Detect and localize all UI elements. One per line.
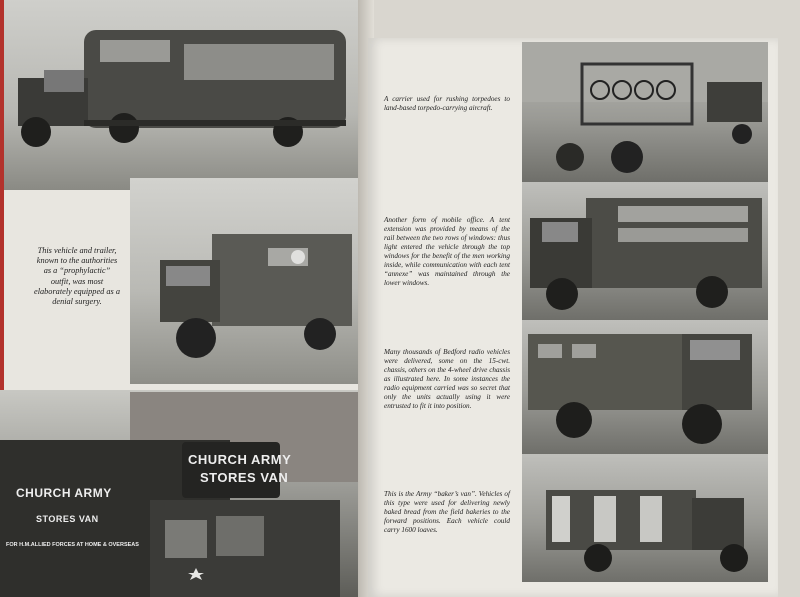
torpedo-carrier-illustration [522, 42, 768, 182]
caption-torpedo: A carrier used for rushing torpedoes to land-based torpedo-carrying aircraft. [384, 95, 510, 112]
side-sign-line1: CHURCH ARMY [16, 486, 112, 500]
cab-sign-line1: CHURCH ARMY [188, 452, 292, 467]
photo-radio-vehicle [522, 320, 768, 454]
photo-church-army-van [0, 390, 358, 597]
caption-bakers: This is the Army “baker’s van”. Vehicles of this type were used for delivering newly baked bread from the field bakeries to the forward positions. Each vehicle could carry 1600 loaves. [384, 490, 510, 534]
bakers-van-illustration [522, 454, 768, 582]
mobile-office-illustration [522, 182, 768, 320]
photo-prophylactic-truck [130, 178, 358, 384]
prophylactic-truck-illustration [130, 178, 358, 384]
caption-prophylactic: This vehicle and trailer, known to the authorities as a “prophylactic” outfit, was most elaborately equipped as a denial surgery. [34, 246, 120, 307]
photo-torpedo-carrier [522, 42, 768, 182]
photo-bus-lorry [4, 0, 358, 190]
caption-radio: Many thousands of Bedford radio vehicles were delivered, some on the 15-cwt. chassis, others on the 4-wheel drive chassis as illustrated here. In some instances the radio equipment carried was so secret that only the units actually using it were entrusted to fit it into position. [384, 348, 510, 410]
side-sign-line2: STORES VAN [36, 514, 99, 524]
cab-sign-line2: STORES VAN [200, 470, 289, 485]
photo-bakers-van [522, 454, 768, 582]
radio-vehicle-illustration [522, 320, 768, 454]
side-sign-line3: FOR H.M.ALLIED FORCES AT HOME & OVERSEAS [6, 542, 139, 548]
caption-office: Another form of mobile office. A tent extension was provided by means of the rail between the two rows of windows: thus light entered the vehicle through the top windows for the benefit of the men working inside, while communication with each tent “annexe” was maintained through the lower windows. [384, 216, 510, 287]
bus-lorry-illustration [4, 0, 358, 190]
photo-mobile-office [522, 182, 768, 320]
